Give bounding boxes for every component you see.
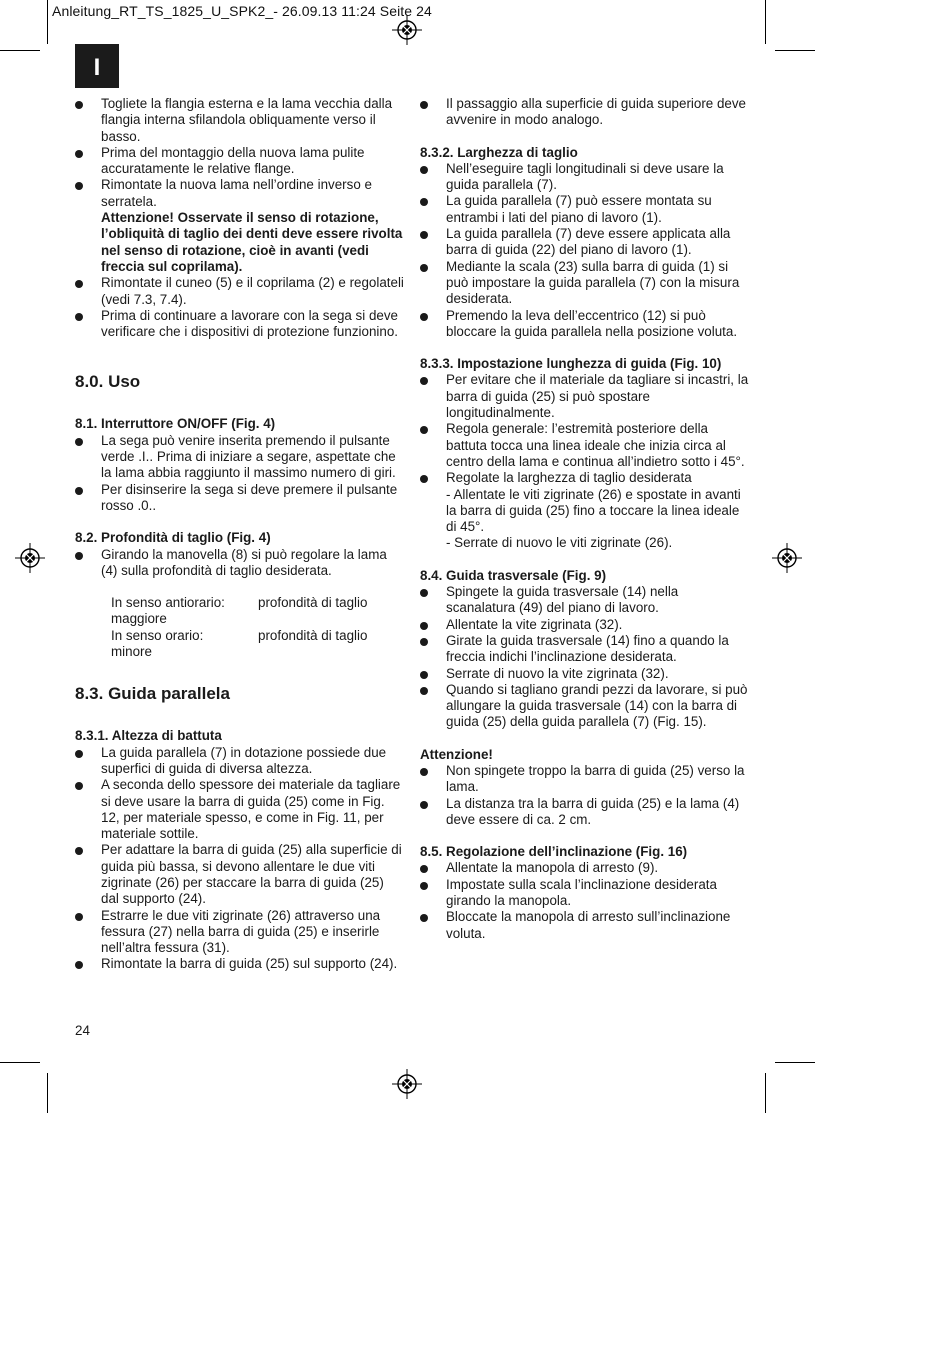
- section-title-uso: 8.0. Uso: [75, 372, 141, 392]
- list-8-3-3: [420, 372, 750, 486]
- list-item: Per evitare che il materiale da tagliare si incastri, la barra di guida (25) si può spostare longitudinalmente.: [420, 372, 750, 421]
- list-item: Per disinserire la sega si deve premere il pulsante rosso .0..: [75, 482, 405, 515]
- list-8-3-1: [75, 745, 405, 973]
- list-item: Togliete la flangia esterna e la lama vecchia dalla flangia interna sfilandola obliquamente verso il basso.: [75, 96, 405, 145]
- list-item: La distanza tra la barra di guida (25) e la lama (4) deve essere di ca. 2 cm.: [420, 796, 750, 829]
- crop-mark-bl-v: [47, 1073, 48, 1113]
- step-item: - Allentate le viti zigrinate (26) e spostate in avanti la barra di guida (25) fino a toccare la linea ideale di 45°.: [446, 486, 741, 535]
- crop-mark-tl-h: [0, 50, 40, 51]
- list-item: Rimontate la nuova lama nell’ordine inverso e serratela.: [75, 177, 405, 210]
- depth-table: [111, 595, 367, 660]
- list-item: Estrarre le due viti zigrinate (26) attraverso una fessura (27) nella barra di guida (25) e inserirle nell’altra fessura (31).: [75, 908, 405, 957]
- list-8-5: [420, 860, 750, 941]
- list-8-4: [420, 584, 750, 731]
- list-item: Premendo la leva dell’eccentrico (12) si può bloccare la guida parallela nella posizione voluta.: [420, 308, 750, 341]
- crop-mark-tl-v: [47, 0, 48, 44]
- list-attention: [420, 763, 750, 828]
- crop-mark-tr-v: [765, 0, 766, 44]
- section-title-8-3-1: 8.3.1. Altezza di battuta: [75, 728, 222, 744]
- list-item: Allentate la vite zigrinata (32).: [420, 617, 750, 633]
- list-item: La sega può venire inserita premendo il pulsante verde .I.. Prima di iniziare a segare, aspettate che la lama abbia raggiunto il massimo numero di giri.: [75, 433, 405, 482]
- depth-value: profondità di taglio: [258, 595, 368, 611]
- list-top: [420, 96, 750, 129]
- print-header: Anleitung_RT_TS_1825_U_SPK2_- 26.09.13 11:24 Seite 24: [52, 3, 432, 19]
- section-title-8-3-2: 8.3.2. Larghezza di taglio: [420, 144, 578, 160]
- right-column: [420, 96, 750, 942]
- depth-direction: In senso antiorario:: [111, 595, 225, 611]
- list-item: Prima di continuare a lavorare con la sega si deve verificare che i dispositivi di protezione funzionino.: [75, 308, 405, 341]
- registration-mark-right-icon: [772, 543, 802, 573]
- page-number: 24: [75, 1023, 90, 1038]
- left-column: [75, 96, 405, 973]
- list-item: Quando si tagliano grandi pezzi da lavorare, si può allungare la guida trasversale (14) con la barra di guida (25) della guida parallela (7) (Fig. 15).: [420, 682, 750, 731]
- section-title-8-3-3: 8.3.3. Impostazione lunghezza di guida (Fig. 10): [420, 356, 722, 372]
- steps-8-3-3: [420, 487, 750, 552]
- rotation-warning: Attenzione! Osservate il senso di rotazione, l’obliquità di taglio dei denti deve essere rivolta nel senso di rotazione, cioè in avanti (vedi freccia sul coprilama).: [101, 210, 403, 274]
- list-item: Rimontate la barra di guida (25) sul supporto (24).: [75, 956, 405, 972]
- list-item: Il passaggio alla superficie di guida superiore deve avvenire in modo analogo.: [420, 96, 750, 129]
- list-item: Girando la manovella (8) si può regolare la lama (4) sulla profondità di taglio desiderata.: [75, 547, 405, 580]
- depth-value-cont: maggiore: [111, 611, 167, 627]
- section-title-8-3: 8.3. Guida parallela: [75, 684, 230, 704]
- list-8-2: [75, 547, 405, 580]
- list-item: La guida parallela (7) può essere montata su entrambi i lati del piano di lavoro (1).: [420, 193, 750, 226]
- section-title-8-5: 8.5. Regolazione dell’inclinazione (Fig. 16): [420, 844, 688, 860]
- list-8-3-2: [420, 161, 750, 340]
- list-item: La guida parallela (7) deve essere applicata alla barra di guida (22) del piano di lavoro (1).: [420, 226, 750, 259]
- list-8-1: [75, 433, 405, 514]
- crop-mark-br-v: [765, 1073, 766, 1113]
- crop-mark-tr-h: [775, 50, 815, 51]
- list-item: Spingete la guida trasversale (14) nella scanalatura (49) del piano di lavoro.: [420, 584, 750, 617]
- intro-list-a: [75, 96, 405, 210]
- list-item: Mediante la scala (23) sulla barra di guida (1) si può impostare la guida parallela (7) con la misura desiderata.: [420, 259, 750, 308]
- list-item: Regolate la larghezza di taglio desiderata: [420, 470, 750, 486]
- section-title-8-1: 8.1. Interruttore ON/OFF (Fig. 4): [75, 416, 276, 432]
- list-item: Girate la guida trasversale (14) fino a quando la freccia indichi l’inclinazione desiderata.: [420, 633, 750, 666]
- list-item: Nell’eseguire tagli longitudinali si deve usare la guida parallela (7).: [420, 161, 750, 194]
- list-item: A seconda dello spessore dei materiale da tagliare si deve usare la barra di guida (25) come in Fig. 12, per materiale spesso, e come in Fig. 11, per materiale sottile.: [75, 777, 405, 842]
- list-item: La guida parallela (7) in dotazione possiede due superfici di guida di diversa altezza.: [75, 745, 405, 778]
- table-row: [111, 595, 367, 611]
- language-tab: I: [75, 44, 119, 88]
- registration-mark-left-icon: [15, 543, 45, 573]
- intro-list-b: [75, 275, 405, 340]
- table-row: [111, 628, 367, 644]
- section-title-8-4: 8.4. Guida trasversale (Fig. 9): [420, 567, 607, 583]
- list-item: Non spingete troppo la barra di guida (25) verso la lama.: [420, 763, 750, 796]
- attention-title: Attenzione!: [420, 746, 493, 762]
- list-item: Per adattare la barra di guida (25) alla superficie di guida più bassa, si devono allentare le due viti zigrinate (26) per staccare la barra di guida (25) dal supporto (24).: [75, 842, 405, 907]
- list-item: Bloccate la manopola di arresto sull’inclinazione voluta.: [420, 909, 750, 942]
- registration-mark-top-icon: [392, 15, 422, 45]
- depth-value: profondità di taglio: [258, 627, 368, 643]
- depth-direction: In senso orario:: [111, 627, 204, 643]
- list-item: Allentate la manopola di arresto (9).: [420, 860, 750, 876]
- registration-mark-bottom-icon: [392, 1069, 422, 1099]
- list-item: Serrate di nuovo la vite zigrinata (32).: [420, 666, 750, 682]
- list-item: Prima del montaggio della nuova lama pulite accuratamente le relative flange.: [75, 145, 405, 178]
- step-item: - Serrate di nuovo le viti zigrinate (26).: [446, 535, 673, 551]
- list-item: Rimontate il cuneo (5) e il coprilama (2) e regolateli (vedi 7.3, 7.4).: [75, 275, 405, 308]
- crop-mark-br-h: [775, 1062, 815, 1063]
- section-title-8-2: 8.2. Profondità di taglio (Fig. 4): [75, 530, 271, 546]
- table-row: [111, 611, 367, 627]
- table-row: [111, 644, 367, 660]
- crop-mark-bl-h: [0, 1062, 40, 1063]
- list-item: Regola generale: l’estremità posteriore della battuta tocca una linea ideale che inizia circa al centro della lama e continua all’indietro sotto i 45°.: [420, 421, 750, 470]
- depth-value-cont: minore: [111, 644, 152, 660]
- list-item: Impostate sulla scala l’inclinazione desiderata girando la manopola.: [420, 877, 750, 910]
